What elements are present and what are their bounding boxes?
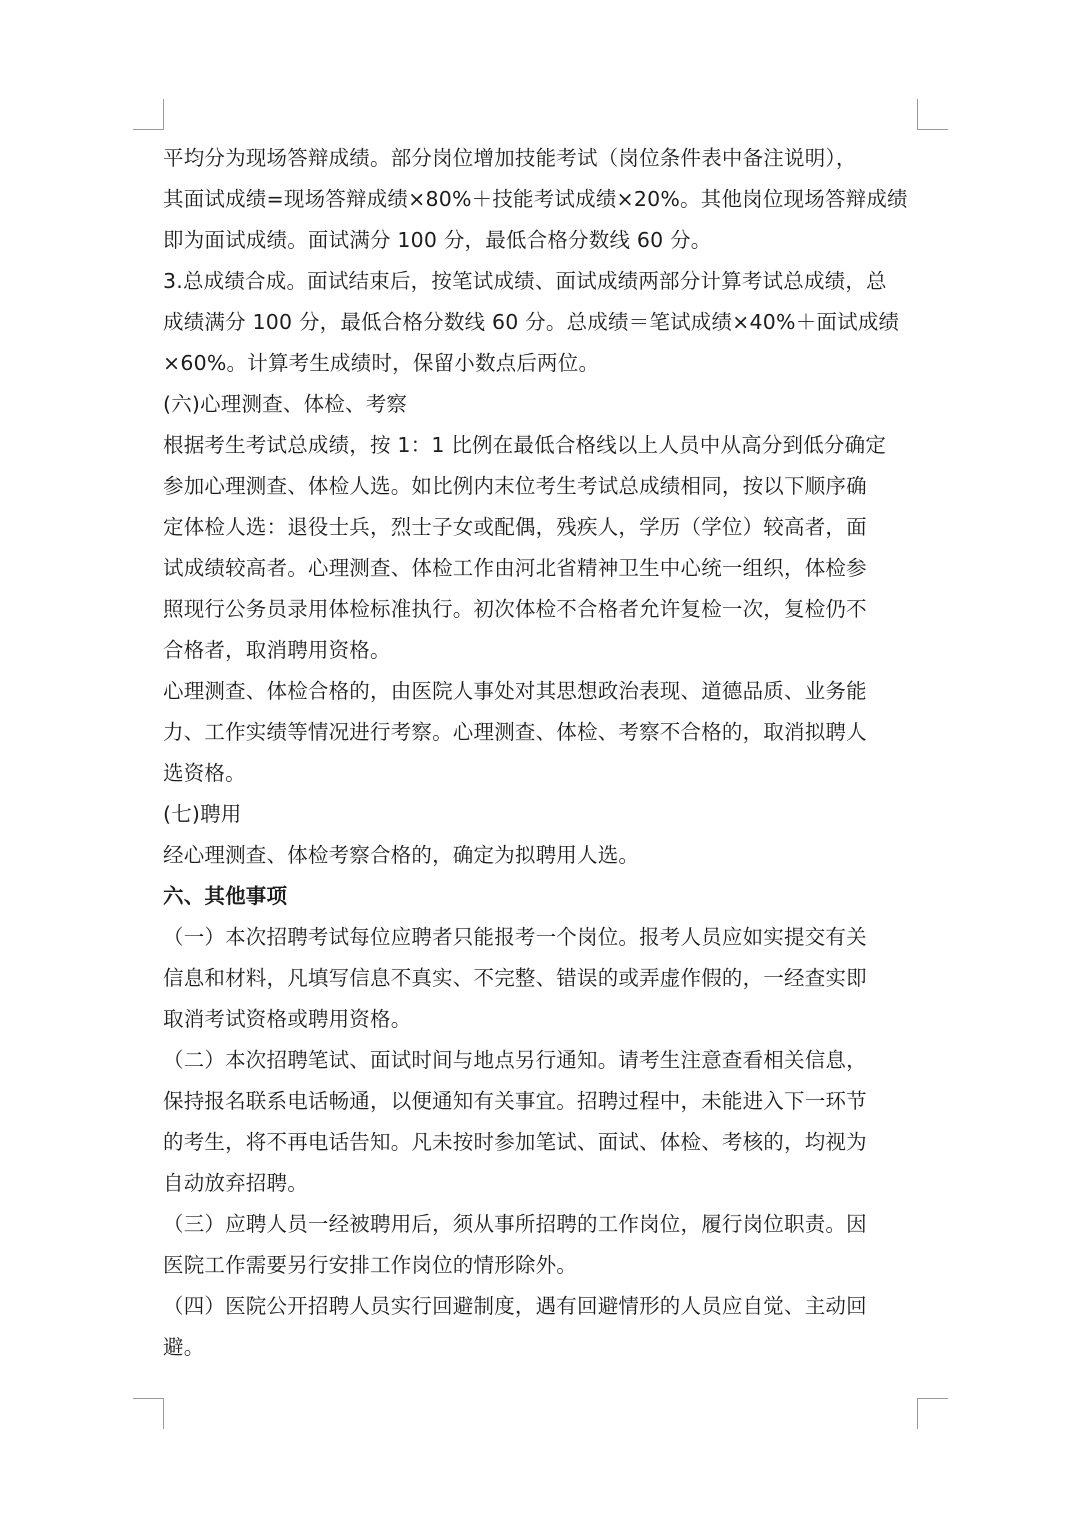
text-line: 根据考生考试总成绩，按 1：1 比例在最低合格线以上人员中从高分到低分确定	[163, 433, 887, 457]
text-line: 取消考试资格或聘用资格。	[163, 1007, 412, 1031]
crop-mark-bottom-right	[917, 1398, 948, 1429]
text-line: (七)聘用	[163, 802, 242, 826]
text-line: 医院工作需要另行安排工作岗位的情形除外。	[163, 1253, 577, 1277]
text-line: 信息和材料，凡填写信息不真实、不完整、错误的或弄虚作假的，一经查实即	[163, 966, 867, 990]
text-line: 的考生，将不再电话告知。凡未按时参加笔试、面试、体检、考核的，均视为	[163, 1130, 867, 1154]
text-line: 心理测查、体检合格的，由医院人事处对其思想政治表现、道德品质、业务能	[163, 679, 867, 703]
text-line: （四）医院公开招聘人员实行回避制度，遇有回避情形的人员应自觉、主动回	[163, 1294, 867, 1318]
crop-mark-top-right	[917, 99, 948, 130]
text-line: （三）应聘人员一经被聘用后，须从事所招聘的工作岗位，履行岗位职责。因	[163, 1212, 867, 1236]
text-line: 选资格。	[163, 761, 246, 785]
section-heading: 六、其他事项	[163, 884, 288, 908]
text-line: 合格者，取消聘用资格。	[163, 638, 391, 662]
crop-mark-top-left	[133, 99, 164, 130]
text-line: 力、工作实绩等情况进行考察。心理测查、体检、考察不合格的，取消拟聘人	[163, 720, 867, 744]
text-line: 平均分为现场答辩成绩。部分岗位增加技能考试（岗位条件表中备注说明），	[163, 146, 857, 170]
text-line: 经心理测查、体检考察合格的，确定为拟聘用人选。	[163, 843, 640, 867]
text-line: ×60%。计算考生成绩时，保留小数点后两位。	[163, 351, 600, 375]
text-line: 其面试成绩=现场答辩成绩×80%＋技能考试成绩×20%。其他岗位现场答辩成绩	[163, 187, 908, 211]
text-line: 即为面试成绩。面试满分 100 分，最低合格分数线 60 分。	[163, 228, 712, 252]
document-body	[163, 138, 919, 1368]
text-line: 保持报名联系电话畅通，以便通知有关事宜。招聘过程中，未能进入下一环节	[163, 1089, 867, 1113]
text-line: （二）本次招聘笔试、面试时间与地点另行通知。请考生注意查看相关信息，	[163, 1048, 867, 1072]
text-line: 试成绩较高者。心理测查、体检工作由河北省精神卫生中心统一组织，体检参	[163, 556, 867, 580]
text-line: (六)心理测查、体检、考察	[163, 392, 408, 416]
text-line: 3.总成绩合成。面试结束后，按笔试成绩、面试成绩两部分计算考试总成绩，总	[163, 269, 887, 293]
text-line: 照现行公务员录用体检标准执行。初次体检不合格者允许复检一次，复检仍不	[163, 597, 867, 621]
text-line: 自动放弃招聘。	[163, 1171, 308, 1195]
text-line: 参加心理测查、体检人选。如比例内末位考生考试总成绩相同，按以下顺序确	[163, 474, 867, 498]
text-line: 成绩满分 100 分，最低合格分数线 60 分。总成绩＝笔试成绩×40%＋面试成绩	[163, 310, 900, 334]
text-line: 定体检人选：退役士兵，烈士子女或配偶，残疾人，学历（学位）较高者，面	[163, 515, 867, 539]
crop-mark-bottom-left	[133, 1398, 164, 1429]
text-line: 避。	[163, 1335, 205, 1359]
text-line: （一）本次招聘考试每位应聘者只能报考一个岗位。报考人员应如实提交有关	[163, 925, 867, 949]
